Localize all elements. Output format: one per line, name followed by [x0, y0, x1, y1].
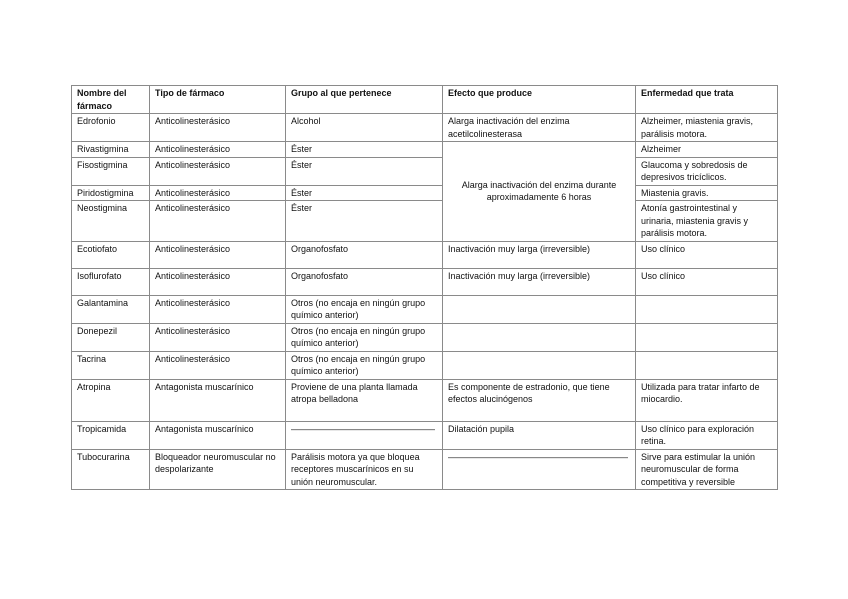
cell-efecto	[443, 351, 636, 379]
table-row	[72, 241, 778, 268]
cell-nombre: Atropina	[72, 379, 150, 421]
header-efecto: Efecto que produce	[443, 86, 636, 114]
cell-efecto	[443, 295, 636, 323]
cell-grupo: Éster	[286, 142, 443, 158]
cell-tipo: Anticolinesterásico	[150, 157, 286, 185]
cell-grupo: Otros (no encaja en ningún grupo químico anterior)	[286, 351, 443, 379]
cell-enfermedad: Utilizada para tratar infarto de miocardio.	[636, 379, 778, 421]
cell-nombre: Piridostigmina	[72, 185, 150, 201]
cell-enfermedad: Alzheimer, miastenia gravis, parálisis motora.	[636, 114, 778, 142]
table-row	[72, 201, 778, 242]
table-row	[72, 351, 778, 379]
drug-table	[71, 85, 778, 490]
cell-efecto	[443, 323, 636, 351]
cell-efecto: Dilatación pupila	[443, 421, 636, 449]
table-row	[72, 323, 778, 351]
header-grupo: Grupo al que pertenece	[286, 86, 443, 114]
cell-enfermedad: Uso clínico	[636, 241, 778, 268]
cell-efecto: Inactivación muy larga (irreversible)	[443, 241, 636, 268]
cell-tipo: Anticolinesterásico	[150, 142, 286, 158]
cell-enfermedad: Glaucoma y sobredosis de depresivos tricíclicos.	[636, 157, 778, 185]
cell-enfermedad: Sirve para estimular la unión neuromuscular de forma competitiva y reversible	[636, 449, 778, 490]
cell-grupo: Éster	[286, 185, 443, 201]
table-row	[72, 157, 778, 185]
table-row	[72, 142, 778, 158]
cell-grupo: Organofosfato	[286, 268, 443, 295]
table-row	[72, 114, 778, 142]
cell-efecto-merged: Alarga inactivación del enzima durante aproximadamente 6 horas	[443, 142, 636, 242]
cell-grupo: Alcohol	[286, 114, 443, 142]
cell-grupo: Otros (no encaja en ningún grupo químico anterior)	[286, 295, 443, 323]
cell-grupo: Organofosfato	[286, 241, 443, 268]
cell-nombre: Ecotiofato	[72, 241, 150, 268]
cell-grupo: ————————————————	[286, 421, 443, 449]
cell-grupo: Proviene de una planta llamada atropa belladona	[286, 379, 443, 421]
cell-efecto: Alarga inactivación del enzima acetilcolinesterasa	[443, 114, 636, 142]
cell-tipo: Anticolinesterásico	[150, 323, 286, 351]
cell-nombre: Isoflurofato	[72, 268, 150, 295]
cell-nombre: Tropicamida	[72, 421, 150, 449]
cell-enfermedad	[636, 323, 778, 351]
cell-enfermedad	[636, 351, 778, 379]
cell-efecto: Inactivación muy larga (irreversible)	[443, 268, 636, 295]
cell-nombre: Galantamina	[72, 295, 150, 323]
header-enfermedad: Enfermedad que trata	[636, 86, 778, 114]
cell-nombre: Donepezil	[72, 323, 150, 351]
header-tipo: Tipo de fármaco	[150, 86, 286, 114]
cell-tipo: Anticolinesterásico	[150, 241, 286, 268]
cell-tipo: Anticolinesterásico	[150, 351, 286, 379]
cell-grupo: Parálisis motora ya que bloquea receptores muscarínicos en su unión neuromuscular.	[286, 449, 443, 490]
cell-grupo: Éster	[286, 157, 443, 185]
cell-tipo: Anticolinesterásico	[150, 268, 286, 295]
cell-tipo: Anticolinesterásico	[150, 185, 286, 201]
header-nombre: Nombre del fármaco	[72, 86, 150, 114]
cell-enfermedad: Uso clínico para exploración retina.	[636, 421, 778, 449]
cell-nombre: Neostigmina	[72, 201, 150, 242]
cell-enfermedad: Uso clínico	[636, 268, 778, 295]
table-row	[72, 268, 778, 295]
cell-efecto: ————————————————————	[443, 449, 636, 490]
cell-tipo: Antagonista muscarínico	[150, 379, 286, 421]
cell-grupo: Otros (no encaja en ningún grupo químico anterior)	[286, 323, 443, 351]
table-row	[72, 185, 778, 201]
cell-tipo: Anticolinesterásico	[150, 201, 286, 242]
table-header-row	[72, 86, 778, 114]
table-row	[72, 295, 778, 323]
cell-nombre: Tubocurarina	[72, 449, 150, 490]
cell-nombre: Tacrina	[72, 351, 150, 379]
table-row	[72, 379, 778, 421]
cell-tipo: Anticolinesterásico	[150, 114, 286, 142]
cell-efecto: Es componente de estradonio, que tiene efectos alucinógenos	[443, 379, 636, 421]
cell-nombre: Rivastigmina	[72, 142, 150, 158]
cell-enfermedad: Miastenia gravis.	[636, 185, 778, 201]
cell-enfermedad: Alzheimer	[636, 142, 778, 158]
cell-enfermedad: Atonía gastrointestinal y urinaria, miastenia gravis y parálisis motora.	[636, 201, 778, 242]
table-row	[72, 449, 778, 490]
table-row	[72, 421, 778, 449]
cell-grupo: Éster	[286, 201, 443, 242]
cell-nombre: Edrofonio	[72, 114, 150, 142]
cell-tipo: Anticolinesterásico	[150, 295, 286, 323]
cell-tipo: Antagonista muscarínico	[150, 421, 286, 449]
cell-nombre: Fisostigmina	[72, 157, 150, 185]
cell-tipo: Bloqueador neuromuscular no despolarizante	[150, 449, 286, 490]
cell-enfermedad	[636, 295, 778, 323]
